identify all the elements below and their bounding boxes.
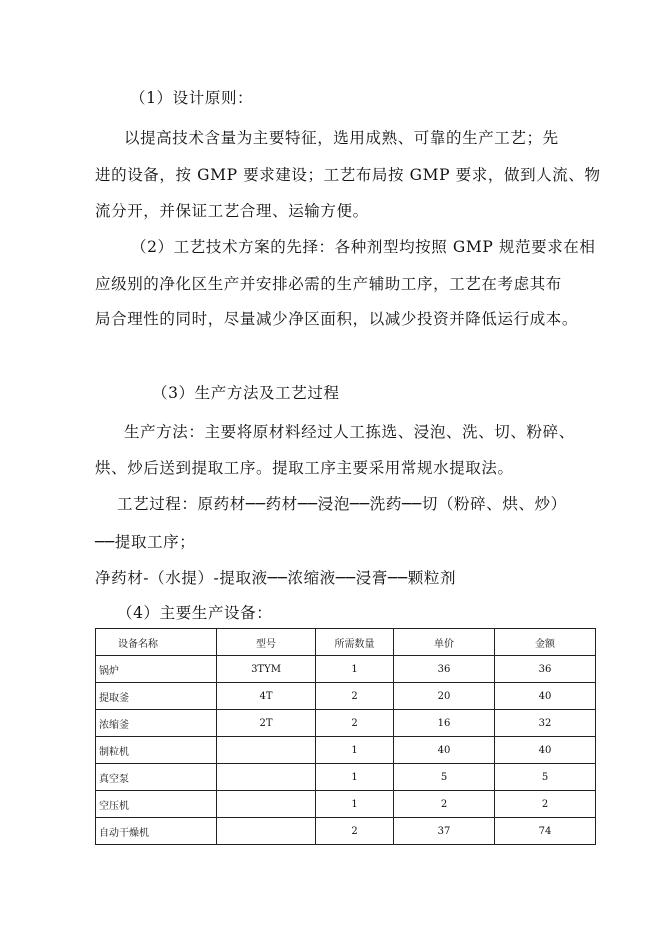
cell-model	[217, 791, 316, 818]
section-2-text-line-1: （2）工艺技术方案的先择：各种剂型均按照 GMP 规范要求在相	[131, 238, 596, 256]
cell-name: 自动干燥机	[96, 818, 217, 845]
cell-quantity: 2	[316, 710, 394, 737]
header-equipment-name: 设备名称	[96, 629, 217, 656]
cell-name: 空压机	[96, 791, 217, 818]
cell-unit-price: 36	[394, 656, 495, 683]
cell-amount: 40	[495, 683, 596, 710]
cell-name: 浓缩釜	[96, 710, 217, 737]
cell-amount: 5	[495, 764, 596, 791]
section-1-text-line-2: 进的设备，按 GMP 要求建设；工艺布局按 GMP 要求，做到人流、物	[95, 166, 601, 184]
cell-name: 真空泵	[96, 764, 217, 791]
cell-unit-price: 37	[394, 818, 495, 845]
cell-quantity: 1	[316, 656, 394, 683]
header-amount: 金额	[495, 629, 596, 656]
cell-quantity: 2	[316, 818, 394, 845]
header-quantity: 所需数量	[316, 629, 394, 656]
cell-name: 提取釜	[96, 683, 217, 710]
cell-quantity: 1	[316, 791, 394, 818]
cell-model	[217, 764, 316, 791]
cell-amount: 36	[495, 656, 596, 683]
table-row	[96, 737, 596, 764]
cell-amount: 2	[495, 791, 596, 818]
section-1-text-line-1: 以提高技术含量为主要特征，选用成熟、可靠的生产工艺；先	[124, 129, 559, 147]
cell-unit-price: 20	[394, 683, 495, 710]
cell-amount: 40	[495, 737, 596, 764]
header-unit-price: 单价	[394, 629, 495, 656]
header-model: 型号	[217, 629, 316, 656]
table-row	[96, 818, 596, 845]
cell-name: 制粒机	[96, 737, 217, 764]
section-1-text-line-3: 流分开，并保证工艺合理、运输方便。	[95, 202, 369, 220]
cell-amount: 74	[495, 818, 596, 845]
cell-model	[217, 737, 316, 764]
cell-model: 2T	[217, 710, 316, 737]
section-1-heading: （1）设计原则：	[130, 89, 254, 107]
section-2-text-line-3: 局合理性的同时，尽量减少净区面积，以减少投资并降低运行成本。	[95, 310, 579, 328]
section-3-heading: （3）生产方法及工艺过程	[152, 384, 340, 402]
section-2-text-line-2: 应级别的净化区生产并安排必需的生产辅助工序，工艺在考虑其布	[95, 275, 562, 293]
cell-model	[217, 818, 316, 845]
table-row	[96, 710, 596, 737]
table-row	[96, 656, 596, 683]
section-3-text-line-2: 烘、炒后送到提取工序。提取工序主要采用常规水提取法。	[95, 459, 514, 477]
cell-quantity: 1	[316, 737, 394, 764]
section-3-text-line-5: 净药材-（水提）-提取液──浓缩液──浸膏──颗粒剂	[95, 569, 457, 587]
table-row	[96, 791, 596, 818]
cell-model: 4T	[217, 683, 316, 710]
cell-quantity: 1	[316, 764, 394, 791]
cell-unit-price: 16	[394, 710, 495, 737]
cell-unit-price: 40	[394, 737, 495, 764]
table-header-row	[96, 629, 596, 656]
table-row	[96, 683, 596, 710]
cell-unit-price: 2	[394, 791, 495, 818]
section-3-text-line-4: ──提取工序；	[95, 533, 196, 551]
cell-unit-price: 5	[394, 764, 495, 791]
section-3-text-line-3: 工艺过程：原药材──药材──浸泡──洗药──切（粉碎、烘、炒）	[117, 495, 567, 513]
cell-quantity: 2	[316, 683, 394, 710]
section-3-text-line-1: 生产方法：主要将原材料经过人工拣选、浸泡、洗、切、粉碎、	[124, 423, 575, 441]
cell-amount: 32	[495, 710, 596, 737]
table-row	[96, 764, 596, 791]
equipment-table	[95, 628, 596, 845]
section-4-heading: （4）主要生产设备：	[117, 604, 273, 622]
cell-model: 3TYM	[217, 656, 316, 683]
cell-name: 锅炉	[96, 656, 217, 683]
